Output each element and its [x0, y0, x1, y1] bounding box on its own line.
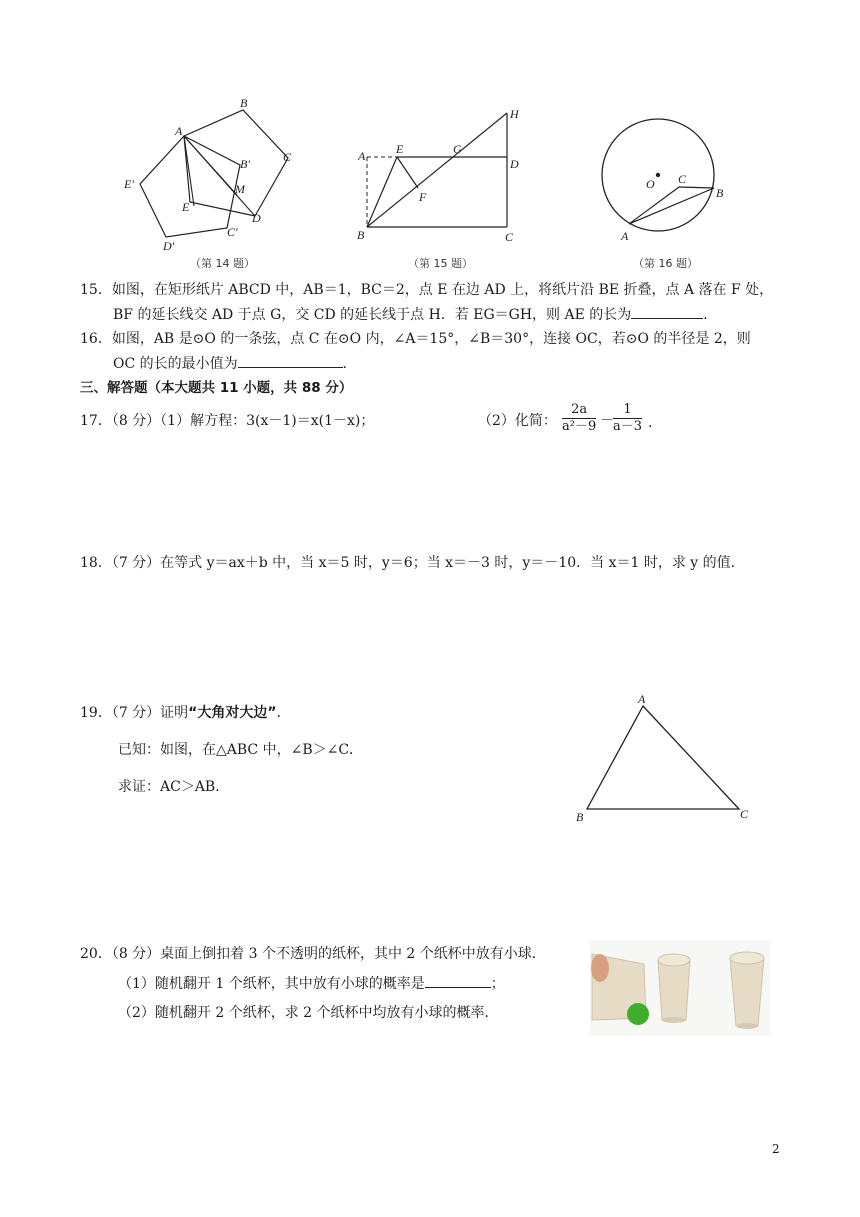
q19-title: [80, 704, 291, 722]
q15-line1: 15．如图，在矩形纸片 ABCD 中，AB＝1，BC＝2，点 E 在边 AD 上，将纸片沿 BE 折叠，点 A 落在 F 处，: [80, 282, 774, 298]
figure-16-diagram: [595, 118, 735, 248]
fig14-label-e: E: [182, 200, 190, 214]
fig15-label-b: B: [357, 228, 365, 242]
figure-16: [595, 118, 735, 248]
fig14-label-b-prime: B′: [240, 157, 250, 171]
q16-end: ．: [342, 356, 357, 372]
fig15-label-e: E: [396, 142, 404, 156]
fig15-label-c: C: [505, 230, 514, 244]
q19-prove: 求证：AC＞AB．: [118, 779, 230, 795]
q20-sub1-text: （1）随机翻开 1 个纸杯，其中放有小球的概率是: [118, 976, 425, 992]
q19-given: 已知：如图，在△ABC 中，∠B＞∠C．: [118, 742, 364, 758]
q15-answer-blank: [631, 305, 703, 319]
q19-title-end: ．: [276, 705, 291, 721]
figure-15-diagram: [355, 105, 525, 245]
q17-fraction-1: [562, 402, 596, 435]
paper-cups-illustration: [590, 940, 770, 1036]
q17-fraction-1-numerator: 2a: [562, 402, 596, 419]
q17-fraction-2: [613, 402, 642, 435]
figure-14-diagram: [110, 95, 310, 255]
fig16-label-o: O: [646, 177, 655, 191]
figure-14: [110, 95, 310, 255]
q17-part2-label: （2）化简：: [478, 413, 557, 429]
fig16-label-c: C: [678, 172, 687, 186]
fig15-label-g: G: [453, 142, 462, 156]
fig14-label-m: M: [235, 182, 245, 196]
q20-sub1-end: ；: [490, 976, 505, 992]
q20-answer-blank: [425, 974, 491, 988]
fig15-label-h: H: [510, 107, 519, 121]
q19-title-prefix: 19．（7 分）证明: [80, 705, 189, 721]
fig15-label-f: F: [419, 190, 427, 204]
paper-cups-photo: [590, 940, 770, 1036]
fig14-label-b: B: [240, 96, 248, 110]
fig14-label-d-prime: D′: [163, 239, 175, 253]
fig14-label-d: D: [252, 211, 261, 225]
fig14-label-e-prime: E′: [124, 177, 134, 191]
figure-16-caption: （第 16 题）: [633, 257, 698, 270]
q15-line2: [113, 305, 717, 324]
fig16-label-b: B: [716, 186, 724, 200]
figure-15: [355, 105, 525, 245]
q17-part1: 17．（8 分）（1）解方程：3(x－1)＝x(1－x)；: [80, 413, 375, 429]
q19-triangle-diagram: [572, 690, 762, 830]
figure-14-caption: （第 14 题）: [190, 257, 255, 270]
q19-label-c: C: [740, 807, 749, 821]
q16-line2-text: OC 的长的最小值为: [113, 356, 238, 372]
fig14-label-c: C: [283, 150, 292, 164]
q15-end: ．: [703, 307, 718, 323]
section-3-heading: 三、解答题（本大题共 11 小题，共 88 分）: [80, 380, 353, 396]
q17-end: .: [648, 415, 653, 431]
fig14-label-c-prime: C′: [227, 225, 238, 239]
q20-sub2: （2）随机翻开 2 个纸杯，求 2 个纸杯中均放有小球的概率．: [118, 1005, 499, 1021]
q15-line2-text: BF 的延长线交 AD 于点 G，交 CD 的延长线于点 H．若 EG＝GH，则 AE 的长为: [113, 307, 632, 323]
q20-stem: 20．（8 分）桌面上倒扣着 3 个不透明的纸杯，其中 2 个纸杯中放有小球．: [80, 946, 546, 962]
q17-fraction-1-denominator: a²－9: [562, 419, 597, 434]
q20-sub1: [118, 974, 505, 993]
q19-title-bold: “大角对大边”: [188, 705, 277, 721]
figure-15-caption: （第 15 题）: [408, 257, 473, 270]
q19-label-b: B: [576, 810, 584, 824]
q16-line1: 16．如图，AB 是⊙O 的一条弦，点 C 在⊙O 内，∠A＝15°，∠B＝30°，连接 OC，若⊙O 的半径是 2，则: [80, 331, 751, 347]
q18-text: 18．（7 分）在等式 y＝ax＋b 中，当 x＝5 时，y＝6；当 x＝－3 时，y＝－10．当 x＝1 时，求 y 的值．: [80, 555, 745, 571]
q19-label-a: A: [638, 692, 646, 706]
page-number: 2: [772, 1142, 780, 1156]
q16-answer-blank: [238, 354, 343, 368]
fig14-label-a: A: [175, 124, 183, 138]
q19-triangle-figure: [572, 690, 762, 830]
q17-minus: －: [600, 413, 614, 429]
q16-line2: [113, 354, 357, 373]
fig16-label-a: A: [621, 229, 629, 243]
q17-fraction-2-denominator: a－3: [613, 419, 643, 434]
q17-fraction-2-numerator: 1: [613, 402, 642, 419]
fig15-label-d: D: [510, 157, 519, 171]
fig15-label-a: A: [358, 149, 366, 163]
